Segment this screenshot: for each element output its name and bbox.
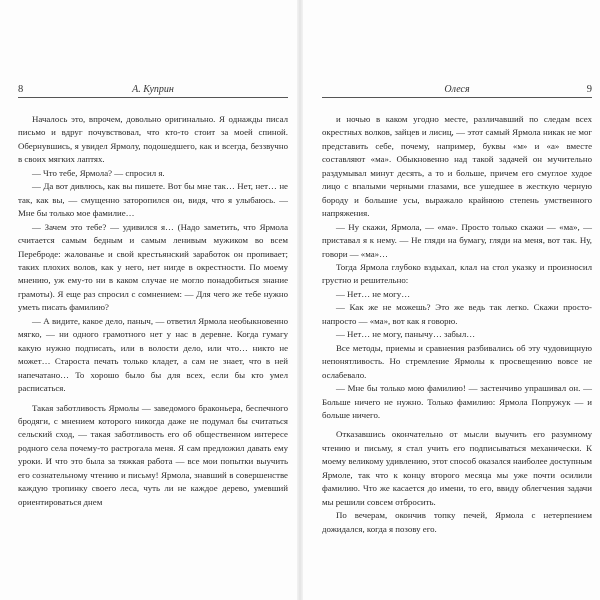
- paragraph: Тогда Ярмола глубоко вздыхал, клал на стол указку и произносил грустно и решительно:: [322, 261, 592, 286]
- paragraph: Все методы, приемы и сравнения разбивались об эту чудовищную непонятливость. Но стремление Ярмолы к просвещению вовсе не ослабевало.: [322, 342, 592, 380]
- paragraph: и ночью в каком угодно месте, различавший по следам всех окрестных волков, зайцев и лисиц, — этот самый Ярмола никак не мог представить себе, почему, например, буквы «м» и «а» вместе составляют «ма». Обыкновенно над такой задачей он мучительно раздумывал минут десять, а то и больше, причем его смуглое худое лицо с впалыми черными глазами, все ушедшее в жесткую черную бороду и большие усы, выражало крайнюю степень умственного напряжения.: [322, 114, 592, 219]
- right-page-header: [322, 84, 592, 98]
- paragraph: — Зачем это тебе? — удивился я… (Надо заметить, что Ярмола считается самым бедным и самым ленивым мужиком во всем Переброде: жалованье и свой крестьянский заработок он пропивает; таких плохих волов, как у него, нет нигде в окрестности. По моему мнению, уж ему-то ни в каком случае не могло понадобиться знание грамоты). Я еще раз спросил с сомнением: — Для чего же тебе нужно уметь писать фамилию?: [18, 221, 288, 313]
- paragraph: Отказавшись окончательно от мысли выучить его разумному чтению и письму, я стал учить его подписываться механически. К моему великому удивлению, этот способ оказался наиболее доступным Ярмоле, так что к концу второго месяца мы уже почти осилили фамилию. Что же касается до имени, то его, ввиду облегчения задачи мы решили совсем отбросить.: [322, 429, 592, 507]
- paragraph: — Как же не можешь? Это же ведь так легко. Скажи просто-напросто — «ма», вот как я говорю.: [322, 302, 592, 326]
- right-page-number: 9: [586, 84, 592, 95]
- paragraph: — Нет… не могу, панычу… забыл…: [336, 329, 476, 340]
- paragraph: — Что тебе, Ярмола? — спросил я.: [32, 167, 165, 178]
- paragraph: — Да вот дивлюсь, как вы пишете. Вот бы мне так… Нет, нет… не так, как вы, — смущенно заторопился он, видя, что я улыбаюсь. — Мне бы только мое фамилие…: [18, 181, 288, 219]
- left-page: [18, 84, 288, 509]
- paragraph: Такая заботливость Ярмолы — заведомого браконьера, беспечного бродяги, с мнением которого никогда даже не подумал бы считаться сельский сход, — такая заботливость его об общественном интересе родного села почему-то растрогала меня. Я сам предложил давать ему уроки. И что это была за тяжкая работа — все мои попытки выучить его сознательному чтению и письму! Ярмола, знавший в совершенстве каждую тропинку своего леса, чуть ли не каждое дерево, умевший ориентироваться днем: [18, 402, 288, 507]
- paragraph: — Ну скажи, Ярмола, — «ма». Просто только скажи — «ма», — приставал я к нему. — Не гляди на бумагу, гляди на меня, вот так. Ну, говори — «ма»…: [322, 221, 592, 259]
- paragraph: По вечерам, окончив топку печей, Ярмола с нетерпением дожидался, когда я позову его.: [322, 510, 592, 534]
- paragraph: — Мне бы только мою фамилию! — застенчиво упрашивал он. — Больше ничего не нужно. Только фамилию: Ярмола Попружук — и больше ничего.: [322, 383, 592, 420]
- left-page-body: [18, 113, 288, 509]
- right-running-title: Олеся: [444, 84, 470, 95]
- book-gutter: [297, 0, 303, 600]
- left-page-header: [18, 84, 288, 98]
- paragraph: — Нет… не могу…: [336, 288, 411, 299]
- paragraph: — А видите, какое дело, паныч, — ответил Ярмола необыкновенно мягко, — ни одного грамотного нет у нас в деревне. Когда гумагу какую нужно подписать, или в волости дело, или что… никто не может… Староста печать только кладет, а сам не знает, что в ней напечатано… То хорошо было бы для всех, если бы кто умел расписаться.: [18, 315, 288, 394]
- left-running-title: А. Куприн: [132, 84, 174, 95]
- right-page: [322, 84, 592, 536]
- paragraph: Началось это, впрочем, довольно оригинально. Я однажды писал письмо и вдруг почувствовал, что кто-то стоит за моей спиной. Обернувшись, я увидел Ярмолу, подошедшего, как и всегда, беззвучно в своих мягких лаптях.: [18, 114, 288, 165]
- right-page-body: [322, 113, 592, 536]
- left-page-number: 8: [18, 84, 24, 95]
